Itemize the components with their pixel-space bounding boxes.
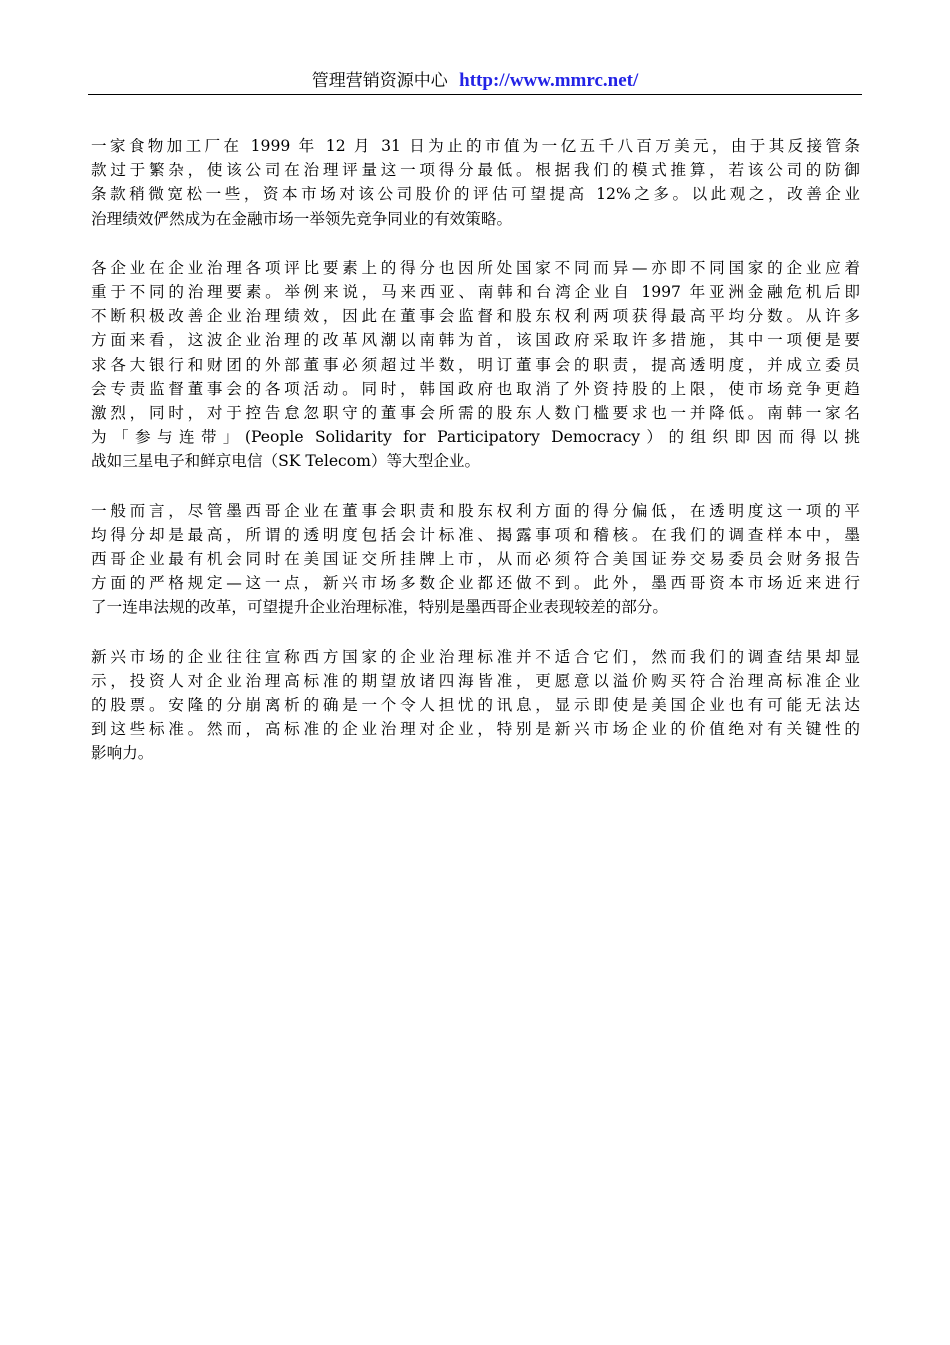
text-line: 会专责监督董事会的各项活动。同时，韩国政府也取消了外资持股的上限，使市场竞争更趋 [91, 379, 860, 398]
text-line: 激烈，同时，对于控告怠忽职守的董事会所需的股东人数门槛要求也一并降低。南韩一家名 [91, 404, 860, 423]
text-line: 了一连串法规的改革，可望提升企业治理标准，特别是墨西哥企业表现较差的部分。 [91, 598, 668, 617]
text-line: 求各大银行和财团的外部董事必须超过半数，明订董事会的职责，提高透明度，并成立委员 [91, 355, 860, 374]
text-line: 款过于繁杂，使该公司在治理评量这一项得分最低。根据我们的模式推算，若该公司的防御 [91, 161, 860, 180]
text-line: 一般而言，尽管墨西哥企业在董事会职责和股东权利方面的得分偏低，在透明度这一项的平 [91, 501, 860, 520]
site-name: 管理营销资源中心 [311, 71, 448, 91]
text-line: 影响力。 [91, 744, 154, 763]
text-line: 各企业在企业治理各项评比要素上的得分也因所处国家不同而异—亦即不同国家的企业应着 [91, 258, 860, 277]
paragraph-3 [91, 499, 860, 620]
text-line: 均得分却是最高，所谓的透明度包括会计标准、揭露事项和稽核。在我们的调查样本中，墨 [91, 525, 860, 544]
site-url-link[interactable]: http://www.mmrc.net/ [459, 70, 639, 91]
text-line: 方面来看，这波企业治理的改革风潮以南韩为首，该国政府采取许多措施，其中一项便是要 [91, 331, 860, 350]
page-header [88, 68, 862, 95]
text-line: 的股票。安隆的分崩离析的确是一个令人担忧的讯息，显示即使是美国企业也有可能无法达 [91, 696, 860, 715]
text-line: 新兴市场的企业往往宣称西方国家的企业治理标准并不适合它们，然而我们的调查结果却显 [91, 647, 860, 666]
text-line: 治理绩效俨然成为在金融市场一举领先竞争同业的有效策略。 [91, 209, 513, 228]
text-line: 方面的严格规定—这一点，新兴市场多数企业都还做不到。此外，墨西哥资本市场近来进行 [91, 574, 860, 593]
text-line: 重于不同的治理要素。举例来说，马来西亚、南韩和台湾企业自 1997 年亚洲金融危机后即 [91, 283, 860, 302]
text-line: 条款稍微宽松一些，资本市场对该公司股价的评估可望提高 12%之多。以此观之，改善企业 [91, 185, 860, 204]
text-line: 战如三星电子和鲜京电信（SK Telecom）等大型企业。 [91, 452, 481, 471]
text-line: 到这些标准。然而，高标准的企业治理对企业，特别是新兴市场企业的价值绝对有关键性的 [91, 720, 860, 739]
paragraph-2 [91, 256, 860, 474]
document-body [91, 134, 860, 791]
paragraph-4 [91, 645, 860, 766]
text-line: 示，投资人对企业治理高标准的期望放诸四海皆准，更愿意以溢价购买符合治理高标准企业 [91, 671, 860, 690]
text-line: 为「参与连带」(People Solidarity for Participatory Democracy）的组织即因而得以挑 [91, 428, 860, 447]
paragraph-1 [91, 134, 860, 231]
text-line: 西哥企业最有机会同时在美国证交所挂牌上市，从而必须符合美国证券交易委员会财务报告 [91, 550, 860, 569]
text-line: 一家食物加工厂在 1999 年 12 月 31 日为止的市值为一亿五千八百万美元，由于其反接管条 [91, 137, 860, 155]
text-line: 不断积极改善企业治理绩效，因此在董事会监督和股东权利两项获得最高平均分数。从许多 [91, 307, 860, 326]
